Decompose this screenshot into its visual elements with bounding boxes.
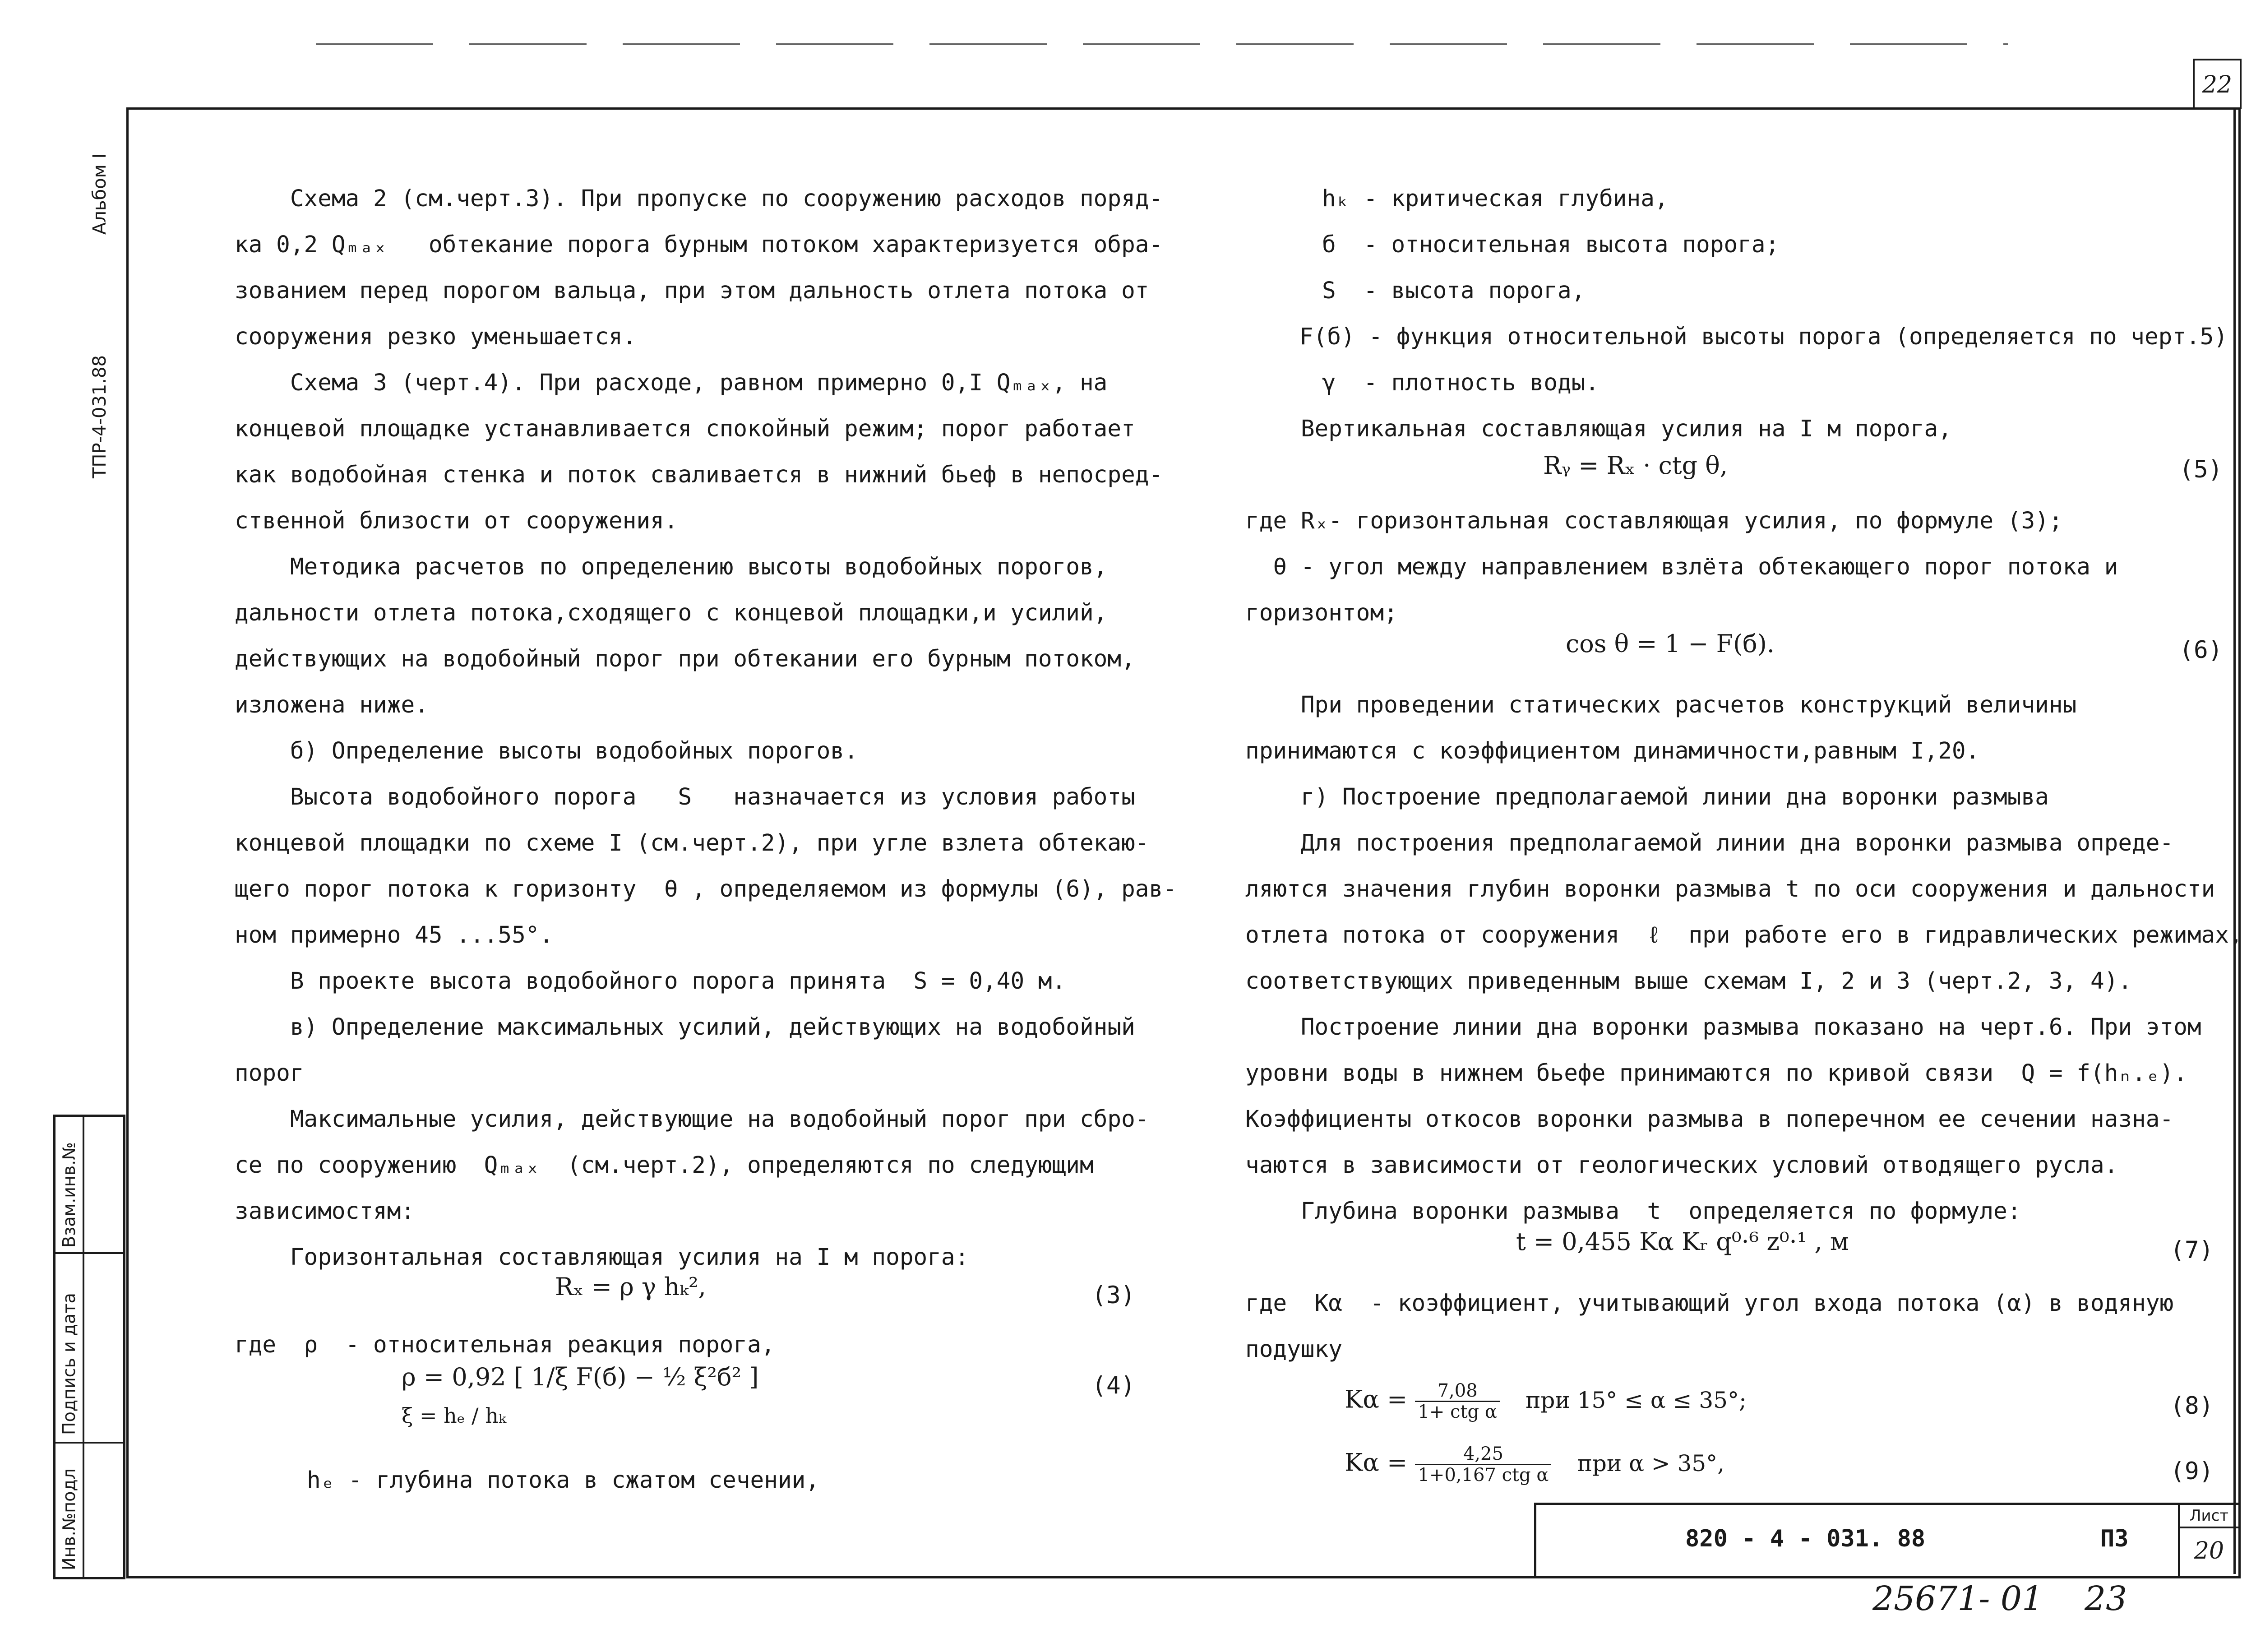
text-line: б - относительная высота порога; [1322,231,1780,258]
formula-9-number: (9) [2170,1458,2214,1485]
text-line: чаются в зависимости от геологических условий отводящего русла. [1245,1152,2118,1179]
text-line: щего порог потока к горизонту θ , определяемом из формулы (6), рав- [235,876,1177,902]
stamp-inv-no: Инв.№подл [59,1468,79,1570]
text-line: γ - плотность воды. [1322,370,1600,396]
text-line: F(б) - функция относительной высоты порога (определяется по черт.5) [1299,324,2228,350]
text-line: соответствующих приведенным выше схемам I, 2 и 3 (черт.2, 3, 4). [1245,968,2132,995]
sheet-number-top: 22 [2193,59,2242,109]
formula-4-number: (4) [1092,1372,1135,1399]
text-line: ном примерно 45 ...55°. [235,922,554,949]
formula-5-number: (5) [2179,456,2223,483]
text-line: концевой площадке устанавливается спокойный режим; порог работает [235,416,1135,442]
stamp-sign-date: Подпись и дата [59,1293,79,1435]
formula-6: cos θ = 1 − F(б). [1566,629,1775,658]
text-line: отлета потока от сооружения ℓ при работе его в гидравлических режимах, [1245,922,2243,949]
formula-3-number: (3) [1092,1282,1135,1309]
text-line: Для построения предполагаемой линии дна воронки размыва опреде- [1245,830,2174,856]
text-line: подушку [1245,1336,1342,1363]
text-line: Методика расчетов по определению высоты водобойных порогов, [235,554,1108,580]
document-type: ПЗ [2100,1525,2129,1552]
handwritten-archive-number: 25671- 01 [1872,1579,2043,1618]
text-line: где ρ - относительная реакция порога, [235,1332,775,1358]
formula-8-fraction [1415,1381,1500,1422]
text-line: зованием перед порогом вальца, при этом дальность отлета потока от [235,278,1149,304]
formula-9 [1345,1444,1724,1485]
text-line: S - высота порога, [1322,278,1586,304]
text-line: как водобойная стенка и поток сваливается в нижний бьеф в непосред- [235,462,1163,488]
formula-8 [1345,1381,1747,1422]
text-line: Схема 2 (см.черт.3). При пропуске по сооружению расходов поряд- [235,185,1163,212]
formula-5: Rᵧ = Rₓ · ctg θ, [1543,451,1728,480]
text-line: Построение линии дна воронки размыва показано на черт.6. При этом [1245,1014,2201,1041]
text-line: концевой площадки по схеме I (см.черт.2), при угле взлета обтекаю- [235,830,1149,856]
formula-4a: ρ = 0,92 [ 1/ξ F(б) − ½ ξ²б² ] [402,1363,759,1391]
drawing-code: 820 - 4 - 031. 88 [1685,1525,1926,1552]
text-line: θ - угол между направлением взлёта обтекающего порог потока и [1245,554,2118,580]
text-line: уровни воды в нижнем бьефе принимаются по кривой связи Q = f(hₙ.ₑ). [1245,1060,2187,1087]
text-line: где Kα - коэффициент, учитывающий угол входа потока (α) в водяную [1245,1290,2174,1317]
text-line: hₑ - глубина потока в сжатом сечении, [307,1467,820,1494]
text-line: где Rₓ- горизонтальная составляющая усилия, по формуле (3); [1245,508,2063,534]
page-frame-right-double [2233,107,2236,1574]
text-line: В проекте высота водобойного порога принята S = 0,40 м. [235,968,1066,995]
formula-9-lhs: Kα = [1345,1448,1408,1477]
top-dash-rule [316,43,2008,45]
formula-7: t = 0,455 Kα Kᵣ q⁰·⁶ z⁰·¹ , м [1516,1227,1849,1256]
text-line: Высота водобойного порога S назначается из условия работы [235,784,1135,810]
text-line: изложена ниже. [235,692,429,718]
formula-8-number: (8) [2170,1392,2214,1420]
formula-8-lhs: Kα = [1345,1385,1408,1414]
text-line: Вертикальная составляющая усилия на I м порога, [1245,416,1952,442]
text-line: Максимальные усилия, действующие на водобойный порог при сбро- [235,1106,1149,1133]
text-line: действующих на водобойный порог при обтекании его бурным потоком, [235,646,1135,672]
formula-8-denominator: 1+ ctg α [1418,1402,1497,1422]
text-line: г) Построение предполагаемой линии дна воронки размыва [1245,784,2049,810]
formula-8-condition: при 15° ≤ α ≤ 35°; [1526,1387,1747,1413]
text-line: ка 0,2 Qₘₐₓ обтекание порога бурным потоком характеризуется обра- [235,231,1163,258]
stamp-inv-replace: Взам.инв.№ [59,1142,79,1248]
handwritten-page-number: 23 [2085,1579,2127,1618]
margin-code-label: ТПР-4-031.88 [89,355,110,478]
text-line: в) Определение максимальных усилий, действующих на водобойный [235,1014,1135,1041]
text-line: При проведении статических расчетов конструкций величины [1245,692,2077,718]
text-line: ственной близости от сооружения. [235,508,678,534]
formula-8-numerator: 7,08 [1415,1381,1500,1402]
title-block [1534,1503,2238,1576]
text-line: зависимостям: [235,1198,415,1225]
formula-3: Rₓ = ρ γ hₖ², [555,1273,706,1301]
text-line: порог [235,1060,304,1087]
sheet-cell [2178,1505,2238,1576]
formula-9-denominator: 1+0,167 ctg α [1418,1465,1549,1485]
text-line: Глубина воронки размыва t определяется по формуле: [1245,1198,2021,1225]
text-line: б) Определение высоты водобойных порогов. [235,738,858,764]
text-line: дальности отлета потока,сходящего с концевой площадки,и усилий, [235,600,1108,626]
sheet-number: 20 [2194,1537,2224,1564]
text-line: Коэффициенты откосов воронки размыва в поперечном ее сечении назна- [1245,1106,2174,1133]
sheet-label: Лист [2180,1505,2238,1528]
formula-4b: ξ = hₑ / hₖ [402,1403,506,1428]
formula-7-number: (7) [2170,1236,2214,1264]
text-line: горизонтом; [1245,600,1398,626]
approval-stamp [53,1115,125,1579]
formula-9-condition: при α > 35°, [1577,1450,1725,1476]
formula-9-numerator: 4,25 [1415,1444,1551,1465]
text-line: ляются значения глубин воронки размыва t по оси сооружения и дальности [1245,876,2215,902]
text-line: Горизонтальная составляющая усилия на I м порога: [235,1244,969,1271]
formula-6-number: (6) [2179,636,2223,664]
text-line: hₖ - критическая глубина, [1322,185,1669,212]
album-label: Альбом I [89,153,110,235]
text-line: се по сооружению Qₘₐₓ (см.черт.2), определяются по следующим [235,1152,1094,1179]
formula-9-fraction [1415,1444,1551,1485]
text-line: сооружения резко уменьшается. [235,324,637,350]
text-line: принимаются с коэффициентом динамичности,равным I,20. [1245,738,1980,764]
text-line: Схема 3 (черт.4). При расходе, равном примерно 0,I Qₘₐₓ, на [235,370,1108,396]
